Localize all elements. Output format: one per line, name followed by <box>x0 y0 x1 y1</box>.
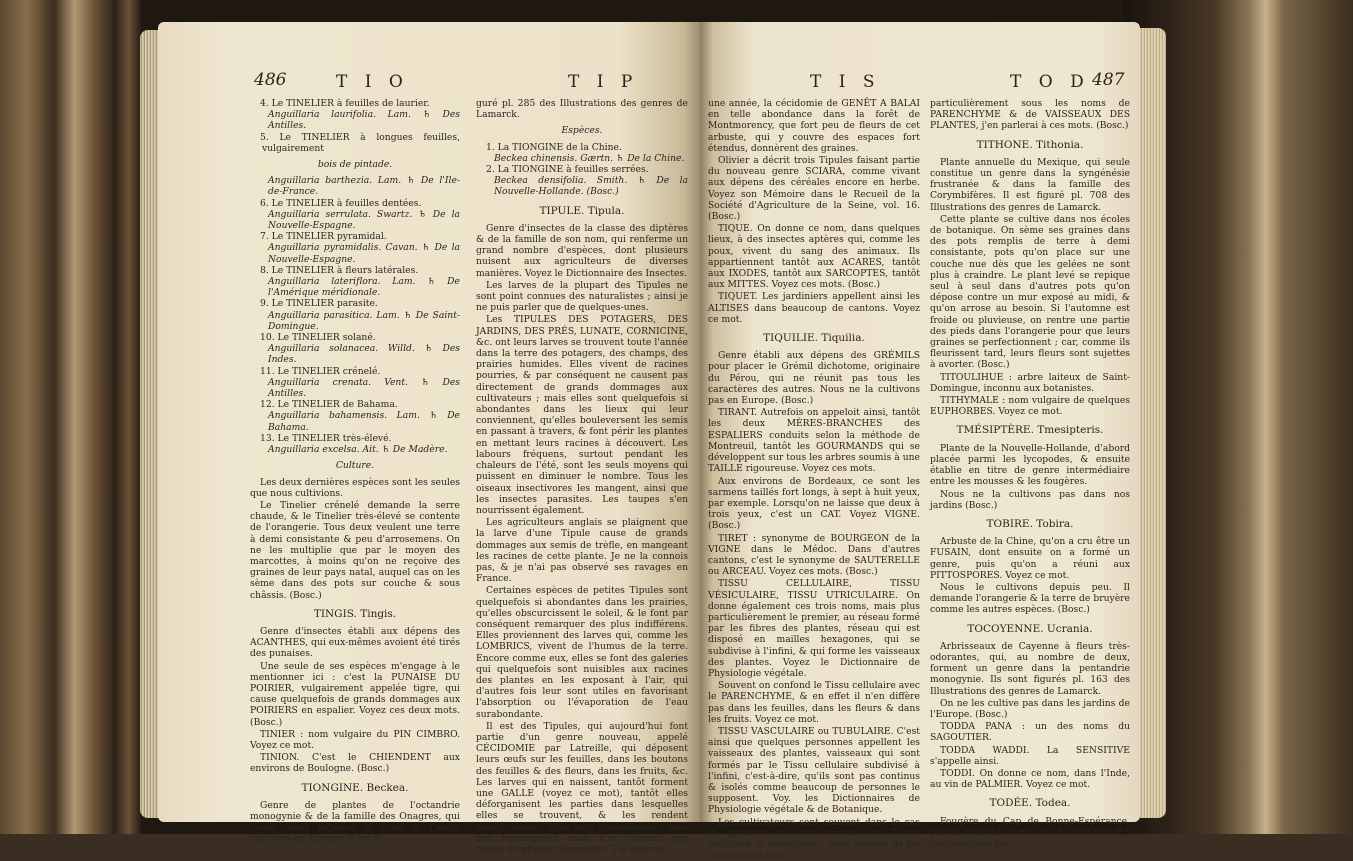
text-line: TODDA PANA : un des noms du SAGOUTIER. <box>930 721 1130 744</box>
text-line: Il est des Tipules, qui aujourd'hui font partie d'un genre nouveau, appelé CÉCIDOMIE par Latreille, qui déposent leurs œufs sur les feuilles, dans les boutons des feuilles & des fleurs, dans les fruits, &c. Les larves qui en naissent, tantôt forment une GALLE (voyez ce mot), tantôt elles déforganisent les parties dans lesquelles elles se trouvent, & les rendent monstrueuses. Elles sont généralement très-peu remarquées, mais n'en causent pas moins de grands dommages. J'ai observé, <box>476 720 688 855</box>
text-line: 6. Le TINELIER à feuilles dentées. <box>260 197 422 209</box>
left-header-left: T I O <box>336 72 409 92</box>
text-line: TODDI. On donne ce nom, dans l'Inde, au vin de PALMIER. Voyez ce mot. <box>930 767 1130 791</box>
text-line: Les TIPULES DES POTAGERS, DES JARDINS, DES PRÉS, LUNATE, CORNICINE, &c. ont leurs larves se trouvent toute l'année dans la terre des potagers, des champs, des prairies humides. Elles vivent de racines pourries, & par conséquent ne causent pas directement de grands dommages aux cultivateurs ; mais elles sont quelquefois si abondantes dans les lieux qui leur conviennent, qu'elles bouleversent les semis en passant à travers, & font périr les plantes en mettant leurs racines à découvert. Les labours fréquens, surtout pendant les chaleurs de l'été, sont les seuls moyens qui puissent en diminuer le nombre. Tous les oiseaux insectivores les mangent, ainsi que les insectes parasites. Les taupes s'en nourrissent également. <box>476 314 688 516</box>
text-line: TIRET : synonyme de BOURGEON de la VIGNE dans le Médoc. Dans d'autres cantons, c'est le synonyme de SAUTERELLE ou ARCEAU. Voyez ces mots. (Bosc.) <box>708 532 920 578</box>
text-line: 12. Le TINELIER de Bahama. <box>260 399 398 411</box>
text-line: Les cultivateurs sont souvent dans le cas de prendre en considération les Tissus cellulaire & vasculaire ; mais comme ils les connoissent plus <box>708 816 920 861</box>
text-line: Anguillaria bahamensis. Lam. ♄ De Bahama. <box>268 410 460 433</box>
left-header-right: T I P <box>568 72 639 92</box>
text-line: Anguillaria barthezia. Lam. ♄ De l'Ile-de-France. <box>268 175 460 198</box>
text-line: Beckea densifolia. Smith. ♄ De la Nouvelle-Hollande. (Bosc.) <box>494 175 688 198</box>
text-line: Anguillaria excelsa. Ait. ♄ De Madère. <box>268 444 448 456</box>
text-line: TIRANT. Autrefois on appeloit ainsi, tantôt les deux MÈRES-BRANCHES des ESPALIERS conduits selon la méthode de Montreuil, tantôt les GOURMANDS qui se développent sur tous les arbres soumis à une TAILLE rigoureuse. Voyez ces mots. <box>708 407 920 475</box>
text-line: Anguillaria pyramidalis. Cavan. ♄ De la Nouvelle-Espagne. <box>268 242 460 265</box>
text-line: TODDA WADDI. La SENSITIVE s'appelle ainsi. <box>930 744 1130 767</box>
text-line: 13. Le TINELIER très-élevé. <box>260 432 392 444</box>
text-line: Les agriculteurs anglais se plaignent que la larve d'une Tipule cause de grands dommages aux semis de trèfle, en mangeant les racines de cette plante. Je ne la connois pas, & je n'ai pas observé ses ravages en France. <box>476 517 688 585</box>
text-line: 10. Le TINELIER solané. <box>260 332 376 344</box>
entry-heading: TOCOYENNE. Ucrania. <box>967 622 1093 635</box>
text-line: Les larves de la plupart des Tipules ne sont point connues des naturalistes ; ainsi je ne puis parler que de quelques-unes. <box>476 279 688 314</box>
section-caption: bois de pintade. <box>317 159 393 171</box>
text-line: Arbuste de la Chine, qu'on a cru être un FUSAIN, dont ensuite on a formé un genre, puis qu'on a réuni aux PITTOSPORES. Voyez ce mot. <box>930 536 1130 581</box>
text-line: TISSU CELLULAIRE, TISSU VÉSICULAIRE, TISSU UTRICULAIRE. On donne également ces trois noms, mais plus particulièrement le premier, au réseau formé par les fibres des plantes, réseau qui est disposé en mailles hexagones, qui se subdivise à l'infini, & qui forme les vaisseaux des plantes. Voyez le Dictionnaire de Physiologie végétale. <box>708 578 920 679</box>
text-line: Nous ne la cultivons pas dans nos jardins (Bosc.) <box>930 488 1130 511</box>
text-line: Anguillaria parasitica. Lam. ♄ De Saint-Domingue. <box>268 309 460 332</box>
text-line: 2. La TIONGINE à feuilles serrées. <box>486 164 649 176</box>
text-line: Les deux dernières espèces sont les seules que nous cultivions. <box>250 476 460 499</box>
left-page-stack <box>140 30 160 818</box>
right-header-left: T I S <box>810 72 881 92</box>
text-line: Arbrisseaux de Cayenne à fleurs très-odorantes, qui, au nombre de deux, forment un genre dans la pentandrie monogynie. Ils sont figurés pl. 163 des Illustrations des genres de Lamarck. <box>930 640 1130 697</box>
text-line: 1. La TIONGINE de la Chine. <box>486 141 622 153</box>
text-line: Anguillaria lateriflora. Lam. ♄ De l'Amérique méridionale. <box>268 276 460 299</box>
entry-heading: TITHONE. Tithonia. <box>976 138 1084 151</box>
text-line: Le Tinelier crénelé demande la serre chaude, & le Tinelier très-élevé se contente de l'orangerie. Tous deux veulent une terre à demi consistante & peu d'arrosemens. On ne les multiplie que par le moyen des marcottes, à moins qu'on ne reçoive des graines de leur pays natal, auquel cas on les sème dans des pots sur couche & sous châssis. (Bosc.) <box>250 499 460 601</box>
section-caption: Culture. <box>335 460 375 472</box>
text-line: Anguillaria laurifolia. Lam. ♄ Des Antilles. <box>268 109 460 132</box>
text-line: TIQUET. Les jardiniers appellent ainsi les ALTISES dans beaucoup de cantons. Voyez ce mot. <box>708 291 920 325</box>
text-line: une année, la cécidomie de GENÊT A BALAI en telle abondance dans la forêt de Montmorency, que fort peu de fleurs de cet arbuste, qui y couvre des espaces fort étendus, donnèrent des graines. <box>708 98 920 154</box>
right-page-number: 487 <box>1092 70 1125 90</box>
text-line: On ne les cultive pas dans les jardins de l'Europe. (Bosc.) <box>930 697 1130 720</box>
entry-heading: TOBIRE. Tobira. <box>986 517 1074 530</box>
left-column-2 <box>476 98 688 855</box>
text-line: particulièrement sous les noms de PARENCHYME & de VAISSEAUX DES PLANTES, j'en parlerai à ces mots. (Bosc.) <box>930 98 1130 132</box>
text-line: Genre d'insectes de la classe des diptères & de la famille de son nom, qui renferme un grand nombre d'espèces, dont plusieurs nuisent aux agriculteurs de diverses manières. Voyez le Dictionnaire des Insectes. <box>476 222 688 279</box>
text-line: Genre d'insectes établi aux dépens des ACANTHES, qui eux-mêmes avoient été tirés des punaises. <box>250 625 460 660</box>
section-caption: Espèces. <box>561 125 603 137</box>
entry-heading: TMÉSIPTÈRE. Tmesipteris. <box>956 424 1104 437</box>
right-header-right: T O D <box>1010 72 1090 92</box>
text-line: Genre de plantes de l'octandrie monogynie & de la famille des Onagres, qui réunit deux espèces ni l'une ni l'autre cultivées en Europe. Il est fi- <box>250 799 460 845</box>
entry-heading: TODÉE. Todea. <box>989 797 1071 810</box>
text-line: Nous le cultivons depuis peu. Il demande l'orangerie & la terre de bruyère comme les autres espèces. (Bosc.) <box>930 581 1130 616</box>
entry-heading: TIONGINE. Beckea. <box>301 781 409 794</box>
text-line: TISSU VASCULAIRE ou TUBULAIRE. C'est ainsi que quelques personnes appellent les vaisseaux des plantes, vaisseaux qui sont formés par le Tissu cellulaire subdivisé à l'infini, c'est-à-dire, qu'ils sont pas continus & isolés comme beaucoup de personnes le supposent. Voy. les Dictionnaires de Physiologie végétale & de Botanique. <box>708 725 920 816</box>
text-line: Plante de la Nouvelle-Hollande, d'abord placée parmi les lycopodes, & ensuite établie en titre de genre intermédiaire entre les mousses & les fougères. <box>930 442 1130 488</box>
right-page-stack <box>1140 28 1166 818</box>
text-line: Fougère du Cap de Bonne-Espérance, placée d'abord parmi les ACROSTIQUES (acrostichum bar- <box>930 815 1130 849</box>
text-line: Une seule de ses espèces m'engage à le mentionner ici : c'est la PUNAISE DU POIRIER, vulgairement appelée tigre, qui cause quelquefois de grands dommages aux POIRIERS en espalier. Voyez ces deux mots. (Bosc.) <box>250 660 460 728</box>
text-line: Genre établi aux dépens des GRÉMILS pour placer le Grémil dichotome, originaire du Pérou, qui ne réunit pas tous les caractères des autres. Nous ne la cultivons pas en Europe. (Bosc.) <box>708 350 920 407</box>
text-line: 5. Le TINELIER à longues feuilles, vulgairement <box>260 131 460 154</box>
text-line: Anguillaria serrulata. Swartz. ♄ De la Nouvelle-Espagne. <box>268 208 460 232</box>
text-line: Certaines espèces de petites Tipules sont quelquefois si abondantes dans les prairies, qu'elles obscurcissent le soleil, & le font par conséquent remarquer des plus indifférens. Elles proviennent des larves qui, comme les LOMBRICS, vivent de l'humus de la terre. Encore comme eux, elles se font des galeries qui quelquefois sont nuisibles aux racines des plantes en les exposant à l'air, qui d'autres fois leur sont utiles en favorisant l'absorption ou l'évaporation de l'eau surabondante. <box>476 585 688 720</box>
text-line: Cette plante se cultive dans nos écoles de botanique. On sème ses graines dans des pots remplis de terre à demi consistante, pots qu'on place sur une couche nue dès que les gelées ne sont plus à craindre. Le plant levé se repique seul à seul dans d'autres pots qu'on dépose contre un mur exposé au midi, & qu'on arrose au besoin. Si l'automne est froide ou pluvieuse, on rentre une partie des pieds dans l'orangerie pour que leurs graines se perfectionnent ; car, comme ils fleurissent tard, leurs fleurs sont sujettes à avorter. (Bosc.) <box>930 213 1130 371</box>
text-line: TIQUE. On donne ce nom, dans quelques lieux, à des insectes aptères qui, comme les poux, vivent du sang des animaux. Ils appartiennent tantôt aux ACARES, tantôt aux IXODES, tantôt aux SARCOPTES, tantôt aux MITTES. Voyez ces mots. (Bosc.) <box>708 223 920 291</box>
text-line: TINION. C'est le CHIENDENT aux environs de Boulogne. (Bosc.) <box>250 752 460 775</box>
text-line: 11. Le TINELIER crénelé. <box>260 365 381 377</box>
entry-heading: TIQUILIE. Tiquilia. <box>763 332 865 345</box>
text-line: Plante annuelle du Mexique, qui seule constitue un genre dans la syngénésie frustranée & dans la famille des Corymbifères. Il est figuré pl. 708 des Illustrations des genres de Lamarck. <box>930 156 1130 213</box>
text-line: guré pl. 285 des Illustrations des genres de Lamarck. <box>476 98 688 121</box>
left-page-number: 486 <box>254 70 287 90</box>
text-line: Souvent on confond le Tissu cellulaire avec le PARENCHYME, & en effet il n'en diffère pas dans les feuilles, dans les fleurs & dans les fruits. Voyez ce mot. <box>708 680 920 725</box>
text-line: Aux environs de Bordeaux, ce sont les sarmens taillés fort longs, à sept à huit yeux, par exemple. Lorsqu'on ne laisse que deux à trois yeux, c'est un CAT. Voyez VIGNE. (Bosc.) <box>708 475 920 532</box>
text-line: TINIER : nom vulgaire du PIN CIMBRO. Voyez ce mot. <box>250 728 460 751</box>
right-page <box>700 22 1140 861</box>
entry-heading: TINGIS. Tingis. <box>313 607 397 620</box>
text-line: Beckea chinensis. Gærtn. ♄ De la Chine. <box>494 152 685 164</box>
right-column-2 <box>930 98 1130 849</box>
text-line: 7. Le TINELIER pyramidal. <box>260 231 387 243</box>
entry-heading: TIPULE. Tipula. <box>539 204 625 217</box>
text-line: 9. Le TINELIER parasite. <box>260 298 378 310</box>
text-line: 4. Le TINELIER à feuilles de laurier. <box>260 98 430 109</box>
left-column-1 <box>250 98 460 845</box>
left-page <box>158 22 700 855</box>
right-column-1 <box>708 98 920 861</box>
text-line: Olivier a décrit trois Tipules faisant partie du nouveau genre SCIARA, comme vivant aux dépens des céréales encore en herbe. Voyez son Mémoire dans le Recueil de la Société d'Agriculture de la Seine, vol. 16. (Bosc.) <box>708 155 920 223</box>
text-line: TITHYMALE : nom vulgaire de quelques EUPHORBES. Voyez ce mot. <box>930 395 1130 418</box>
text-line: Anguillaria solanacea. Willd. ♄ Des Indes. <box>268 343 460 366</box>
text-line: TITOULIHUE : arbre laiteux de Saint-Domingue, inconnu aux botanistes. <box>930 371 1130 394</box>
text-line: 8. Le TINELIER à fleurs latérales. <box>260 264 419 276</box>
text-line: Anguillaria crenata. Vent. ♄ Des Antilles. <box>268 376 460 400</box>
